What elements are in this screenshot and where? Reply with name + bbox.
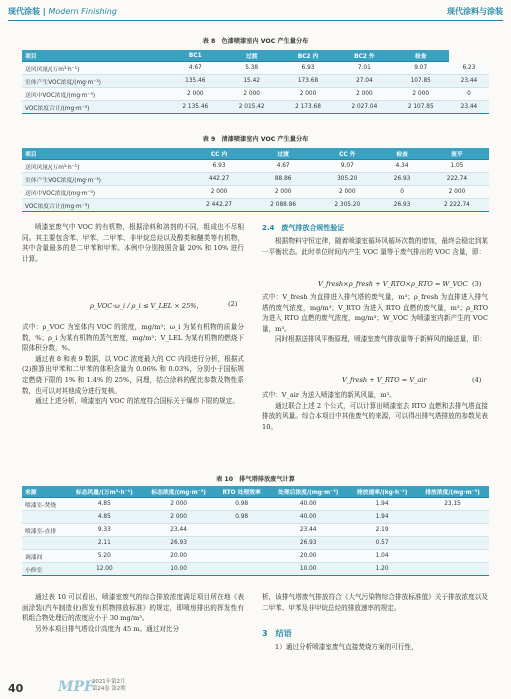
table-cell: 小修室 <box>22 563 67 576</box>
table-cell: 0.98 <box>215 498 268 511</box>
table-row <box>22 62 489 75</box>
column-header: BC2 内 <box>280 50 336 62</box>
column-header: BC2 外 <box>336 50 392 62</box>
table-cell: 4.85 <box>67 511 143 524</box>
table-row <box>22 511 489 524</box>
table-cell: 0 <box>449 88 489 101</box>
table-cell: 135.46 <box>167 75 223 88</box>
paragraph: 另外本项目排气塔设计高度为 45 m。通过对比分 <box>35 624 180 633</box>
table-row <box>22 498 489 511</box>
table-cell: 调漆间 <box>22 550 67 563</box>
table-cell: 2 000 <box>425 186 489 199</box>
table-cell: 5.38 <box>223 62 279 75</box>
column-header: CC 内 <box>187 148 251 160</box>
table-cell: 送风风量/(万m³·h⁻¹) <box>22 160 187 173</box>
table-cell: 26.93 <box>379 173 425 186</box>
table-cell: 4.67 <box>167 62 223 75</box>
table-cell <box>416 524 489 537</box>
column-header: CC 外 <box>315 148 379 160</box>
table-cell: 2 000 <box>142 511 215 524</box>
table-cell: 2 000 <box>280 88 336 101</box>
table-cell: 送风中VOC浓度/(mg·m⁻³) <box>22 186 187 199</box>
table-cell: 6.23 <box>449 62 489 75</box>
bottom-right-text-2 <box>262 642 488 653</box>
table-cell: 20.00 <box>142 550 215 563</box>
table-cell: 20.00 <box>268 550 348 563</box>
table-cell: 1.04 <box>348 550 416 563</box>
table-cell: 0 <box>379 186 425 199</box>
column-header: 标态风量/(万m³·h⁻¹) <box>67 486 143 498</box>
paragraph: 通过表 8 和表 9 数据，以 VOC 浓度最大的 CC 内段进行分析，根据式(2)推算出甲苯和二甲苯的体积含量为 0.06% 和 0.03%，分别小于国标规定燃烧下限的 1% 和 1.4% 的 25%，同理，结合涂料的配比参数及物性系数，也可以对其他成分进行复核。 <box>22 354 244 395</box>
table-cell: 2 000 <box>393 88 449 101</box>
paragraph: 析，该排气塔废气排放符合《大气污染物综合排放标准值》关于排放浓度以及二甲苯、甲苯及非甲烷总烃的排放速率的规定。 <box>262 593 488 612</box>
table-cell: 6.93 <box>280 62 336 75</box>
table-cell: 2.11 <box>67 537 143 550</box>
right-column-text-2 <box>262 292 488 345</box>
table-cell: 2 000 <box>167 88 223 101</box>
issue-line-2: 第24卷 第2期 <box>92 686 126 692</box>
paragraph: 式中：V_fresh 为直排进入排气塔的废气量，m³；ρ_fresh 为直排进入排气塔的废气浓度，mg/m³；V_RTO 为进入 RTO 直燃的废气量，m³；ρ_RTO 为进入 RTO 直燃的废气浓度，mg/m³；W_VOC 为喷漆室内新产生的 VOC 量，m³。 <box>262 293 488 333</box>
table-row <box>22 550 489 563</box>
table-row <box>22 186 489 199</box>
table-cell: 2 000 <box>187 186 251 199</box>
table-cell: 27.04 <box>336 75 392 88</box>
table-cell: 2 000 <box>251 186 315 199</box>
table-cell: 1.20 <box>348 563 416 576</box>
table-cell: 4.85 <box>67 498 143 511</box>
table-cell: 2 000 <box>336 88 392 101</box>
table-row <box>22 88 489 101</box>
table-cell <box>416 511 489 524</box>
column-header: BC1 <box>167 50 223 62</box>
table9-caption: 表 9 清漆喷漆室内 VOC 产生量分布 <box>202 136 309 143</box>
right-column-text-3 <box>262 390 488 432</box>
header-rule <box>8 20 503 21</box>
running-header-right: 现代涂料与涂装 <box>447 7 503 16</box>
table-cell: 2 173.68 <box>280 101 336 114</box>
running-header-left: 现代涂装 | Modern Finishing <box>8 7 117 16</box>
table-cell: 2 135.46 <box>167 101 223 114</box>
table10 <box>22 486 489 576</box>
table-cell: 2 305.20 <box>315 199 379 212</box>
equation-3: V_fresh×ρ_fresh + V_RTO×ρ_RTO = W_VOC <box>318 280 468 288</box>
table-cell: 40.00 <box>268 498 348 511</box>
paragraph: 喷漆室废气中 VOC 的有机物，根据涂料和溶剂的不同，组成也不尽相同。其主要包含苯、甲苯、二甲苯、非甲烷总烃以及醇类和醚类等有机物，其中含量最多的是二甲苯和甲苯。本例中分别按照含量 20% 和 10% 进行计算。 <box>22 223 244 263</box>
table-cell: 2 027.04 <box>336 101 392 114</box>
table10-header-row <box>22 486 489 498</box>
table-cell: 23.44 <box>449 75 489 88</box>
table-cell: 7.01 <box>336 62 392 75</box>
left-column-text-2 <box>22 322 244 407</box>
table-cell <box>215 524 268 537</box>
column-header: 排放速率/(kg·h⁻¹) <box>348 486 416 498</box>
table9 <box>22 148 489 212</box>
table-cell: 23.44 <box>449 101 489 114</box>
table-cell <box>416 550 489 563</box>
table-cell: 2 000 <box>223 88 279 101</box>
table-cell: 4.34 <box>379 160 425 173</box>
table-row <box>22 75 489 88</box>
table-cell <box>416 537 489 550</box>
table-cell: 2 107.85 <box>393 101 449 114</box>
column-header: 检查 <box>393 50 449 62</box>
table-cell: 2 015.42 <box>223 101 279 114</box>
table-cell: 23.15 <box>416 498 489 511</box>
column-header: 过渡 <box>223 50 279 62</box>
table-cell: 5.20 <box>67 550 143 563</box>
table-cell: 10.00 <box>268 563 348 576</box>
right-column-text-1 <box>262 236 488 257</box>
table-row <box>22 537 489 550</box>
table-cell: 2 000 <box>142 498 215 511</box>
paragraph: 式中：V_air 为送入喷漆室的新风风量，m³。 <box>262 391 396 399</box>
table-cell: 4.67 <box>251 160 315 173</box>
column-header: 处理后浓度/(mg·m⁻³) <box>268 486 348 498</box>
equation-2-number: (2) <box>228 300 238 308</box>
equation-4-number: (4) <box>472 376 482 384</box>
column-header: 流平 <box>425 148 489 160</box>
paragraph: 式中：ρ_VOC 为室体内 VOC 的浓度，mg/m³；ω_i 为某有机物的质量分数，%；ρ_i 为某有机物的蒸气密度，mg/m³；V_LEL 为某有机物的燃烧下限体积分数，%。 <box>22 323 244 353</box>
table9-header-row <box>22 148 489 160</box>
issue-info <box>92 679 126 693</box>
table8-caption: 表 8 色漆喷漆室内 VOC 产生量分布 <box>202 38 309 45</box>
table8-header-row <box>22 50 489 62</box>
table-cell: 0.57 <box>348 537 416 550</box>
table-cell: 2 442.27 <box>187 199 251 212</box>
table-cell: 107.85 <box>393 75 449 88</box>
table-cell: 1.05 <box>425 160 489 173</box>
table-cell <box>22 537 67 550</box>
column-header: 过渡 <box>251 148 315 160</box>
column-header: 项目 <box>22 148 187 160</box>
journal-name-cn: 现代涂装 <box>8 7 40 16</box>
table-cell: 9.07 <box>315 160 379 173</box>
table8 <box>22 50 489 114</box>
table-cell: 15.42 <box>223 75 279 88</box>
table10-caption: 表 10 排气塔排放废气计算 <box>216 476 295 483</box>
table-cell: 10.00 <box>142 563 215 576</box>
left-column-text-1 <box>22 222 244 264</box>
paragraph: 通过表 10 可以看出，喷漆室废气的综合排放浓度满足项目所在地《表面涂装(汽车制造业)挥发有机物排放标准》的规定，即喷房排出的挥发性有机组合物处理后的浓度应小于 30 mg/m³。 <box>22 593 244 623</box>
section-3-title: 3 结语 <box>262 629 292 638</box>
page-number: 40 <box>8 682 24 695</box>
table-cell: 室体产生VOC浓度/(mg·m⁻³) <box>22 173 187 186</box>
journal-name-en: Modern Finishing <box>48 7 117 16</box>
paragraph: 1）通过分析喷漆室废气直接焚烧方案的可行性， <box>275 643 418 651</box>
column-header: 标态浓度/(mg·m⁻³) <box>142 486 215 498</box>
table-cell: 2 222.74 <box>425 199 489 212</box>
table-cell: 173.68 <box>280 75 336 88</box>
table-cell: 2.19 <box>348 524 416 537</box>
column-header: 检查 <box>379 148 425 160</box>
equation-3-number: (3) <box>472 280 482 288</box>
table-cell: 2 000 <box>315 186 379 199</box>
column-header: 项目 <box>22 50 167 62</box>
table-cell: 305.20 <box>315 173 379 186</box>
table-cell: 23.44 <box>142 524 215 537</box>
column-header: RTO 处理效率 <box>215 486 268 498</box>
table-cell: 6.93 <box>187 160 251 173</box>
table-cell <box>22 511 67 524</box>
table-row <box>22 173 489 186</box>
table-cell: 26.93 <box>379 199 425 212</box>
table-cell: 喷漆室-直排 <box>22 524 67 537</box>
table-cell: 室体产生VOC浓度/(mg·m⁻³) <box>22 75 167 88</box>
section-2-4-title: 2.4 废气排放合规性验证 <box>262 224 345 232</box>
table-cell: 222.74 <box>425 173 489 186</box>
table8-body <box>22 62 489 114</box>
bottom-left-text <box>22 592 244 634</box>
table-row <box>22 563 489 576</box>
bottom-right-text-1 <box>262 592 488 613</box>
table-cell: 26.93 <box>142 537 215 550</box>
paragraph: 根据物料守恒定律，随着喷漆室循环风循环次数的增加，最终会稳定到某一平衡状态。此时单位时间内产生 VOC 量等于废气排出的 VOC 含量，即： <box>262 237 488 256</box>
table-cell: 0.98 <box>215 511 268 524</box>
table-cell: 1.94 <box>348 498 416 511</box>
table-cell: 9.07 <box>393 62 449 75</box>
journal-logo: MPF <box>58 679 94 695</box>
equation-4: V_fresh + V_RTO = V_air <box>342 376 427 384</box>
table-cell: 442.27 <box>187 173 251 186</box>
table-cell: 26.93 <box>268 537 348 550</box>
table-row <box>22 199 489 212</box>
table-cell: 88.86 <box>251 173 315 186</box>
table-cell: 12.00 <box>67 563 143 576</box>
table-cell <box>215 550 268 563</box>
table-row <box>22 101 489 114</box>
paragraph: 同时根据送排风平衡原理，喷漆室废气排放量等于新鲜风的输送量，即： <box>275 335 486 344</box>
paragraph: 通过上述分析，喷漆室内 VOC 的浓度符合国标关于爆炸下限的规定。 <box>35 397 239 406</box>
table-cell: 送风风量/(万m³·h⁻¹) <box>22 62 167 75</box>
table-cell: VOC浓度合计/(mg·m⁻³) <box>22 199 187 212</box>
table-cell: 2 088.86 <box>251 199 315 212</box>
table10-body <box>22 498 489 576</box>
equation-2: ρ_VOC·ω_i / ρ_i ≤ V_LEL × 25%， <box>90 302 204 310</box>
paragraph: 通过联合上述 2 个公式，可以计算出喷漆室去 RTO 直燃和去排气塔直接排放的风量。综合本项目中其他废气的来源，可以得出排气塔排放的参数见表 10。 <box>262 401 488 431</box>
table-row <box>22 160 489 173</box>
table9-body <box>22 160 489 212</box>
table-cell <box>215 563 268 576</box>
table-cell: VOC浓度合计/(mg·m⁻³) <box>22 101 167 114</box>
table-cell <box>416 563 489 576</box>
table-cell: 40.00 <box>268 511 348 524</box>
column-header: 排放浓度/(mg·m⁻³) <box>416 486 489 498</box>
table-row <box>22 524 489 537</box>
table-cell: 1.94 <box>348 511 416 524</box>
issue-line-1: 2021年第2月 <box>92 679 126 685</box>
table-cell: 送风中VOC浓度/(mg·m⁻³) <box>22 88 167 101</box>
table-cell <box>215 537 268 550</box>
column-header: 来源 <box>22 486 67 498</box>
table-cell: 9.33 <box>67 524 143 537</box>
table-cell: 23.44 <box>268 524 348 537</box>
table-cell: 喷漆室-焚烧 <box>22 498 67 511</box>
